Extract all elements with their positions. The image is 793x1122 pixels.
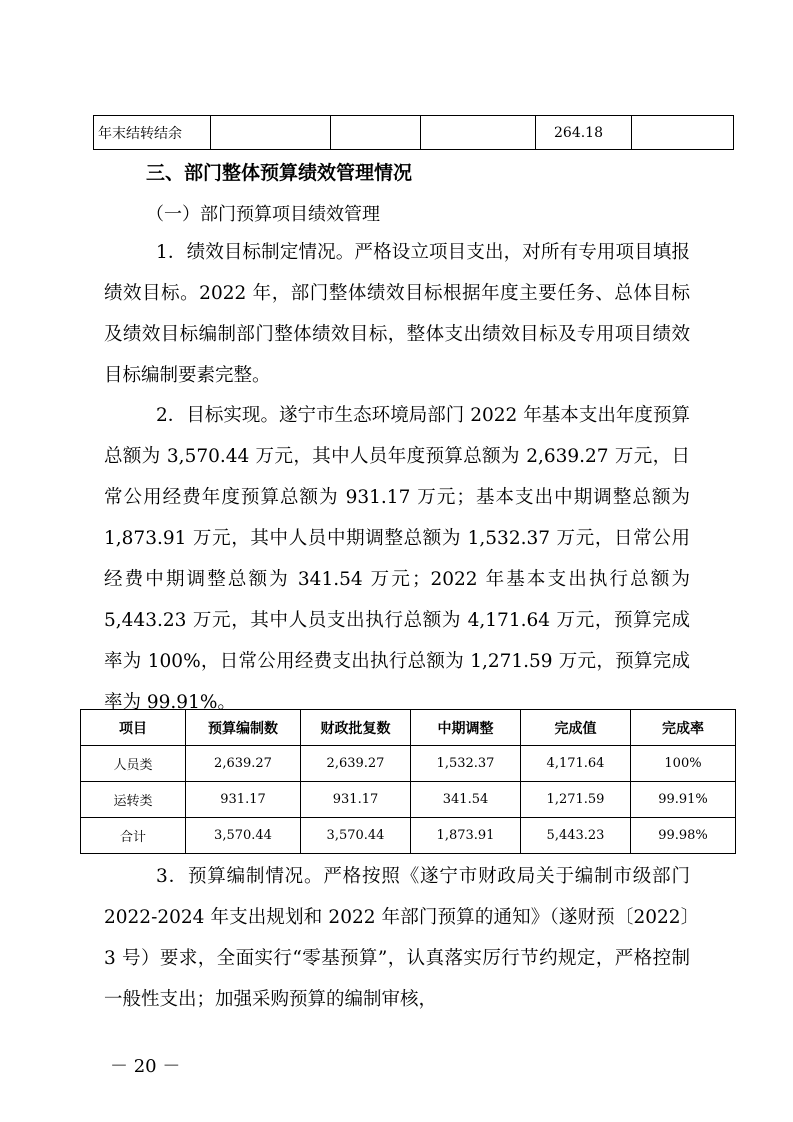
table-cell: 1,271.59 xyxy=(521,782,631,818)
table-cell: 1,873.91 xyxy=(411,818,521,854)
section-heading: 三、部门整体预算绩效管理情况 xyxy=(146,162,413,184)
paragraph-1: 1．绩效目标制定情况。严格设立项目支出，对所有专用项目填报绩效目标。2022 年，部门整体绩效目标根据年度主要任务、总体目标及绩效目标编制部门整体绩效目标，整体支出绩效目标及专用项目绩效目标编制要素完整。 xyxy=(104,242,690,386)
table-cell: 合计 xyxy=(81,818,186,854)
header-cell: 预算编制数 xyxy=(186,710,301,746)
section-subheading: （一）部门预算项目绩效管理 xyxy=(146,204,380,225)
table-row xyxy=(81,746,736,782)
header-cell: 财政批复数 xyxy=(301,710,411,746)
table-cell: 5,443.23 xyxy=(521,818,631,854)
carryover-table xyxy=(93,115,734,150)
table-cell: 人员类 xyxy=(81,746,186,782)
paragraph-2: 2．目标实现。遂宁市生态环境局部门 2022 年基本支出年度预算总额为 3,570.44 万元，其中人员年度预算总额为 2,639.27 万元，日常公用经费年度预算总额为 931.17 万元；基本支出中期调整总额为 1,873.91 万元，其中人员中期调整总额为 1,532.37 万元，日常公用经费中期调整总额为 341.54 万元；2022 年基本支出执行总额为 5,443.23 万元，其中人员支出执行总额为 4,171.64 万元，预算完成率为 100%，日常公用经费支出执行总额为 1,271.59 万元，预算完成率为 99.91%。 xyxy=(104,405,690,713)
header-cell: 完成率 xyxy=(631,710,736,746)
table-cell: 99.91% xyxy=(631,782,736,818)
table-cell: 2,639.27 xyxy=(186,746,301,782)
table-row xyxy=(81,818,736,854)
table-cell: 931.17 xyxy=(186,782,301,818)
carryover-label: 年末结转结余 xyxy=(94,116,211,150)
header-cell: 完成值 xyxy=(521,710,631,746)
table-cell: 341.54 xyxy=(411,782,521,818)
table-header-row xyxy=(81,710,736,746)
table-cell: 3,570.44 xyxy=(186,818,301,854)
table-cell: 1,532.37 xyxy=(411,746,521,782)
table-cell: 931.17 xyxy=(301,782,411,818)
header-cell: 中期调整 xyxy=(411,710,521,746)
table-cell: 2,639.27 xyxy=(301,746,411,782)
table-cell: 99.98% xyxy=(631,818,736,854)
table-cell: 4,171.64 xyxy=(521,746,631,782)
carryover-value: 264.18 xyxy=(536,116,632,150)
paragraph-3: 3．预算编制情况。严格按照《遂宁市财政局关于编制市级部门 2022-2024 年支出规划和 2022 年部门预算的通知》（遂财预〔2022〕3 号）要求，全面实行“零基预算”，认真落实厉行节约规定，严格控制一般性支出；加强采购预算的编制审核， xyxy=(104,866,690,1010)
page-number: － 20 － xyxy=(110,1056,181,1077)
table-cell: 3,570.44 xyxy=(301,818,411,854)
budget-table xyxy=(80,709,736,854)
table-row xyxy=(94,116,734,150)
header-cell: 项目 xyxy=(81,710,186,746)
table-row xyxy=(81,782,736,818)
table-cell: 100% xyxy=(631,746,736,782)
table-cell: 运转类 xyxy=(81,782,186,818)
